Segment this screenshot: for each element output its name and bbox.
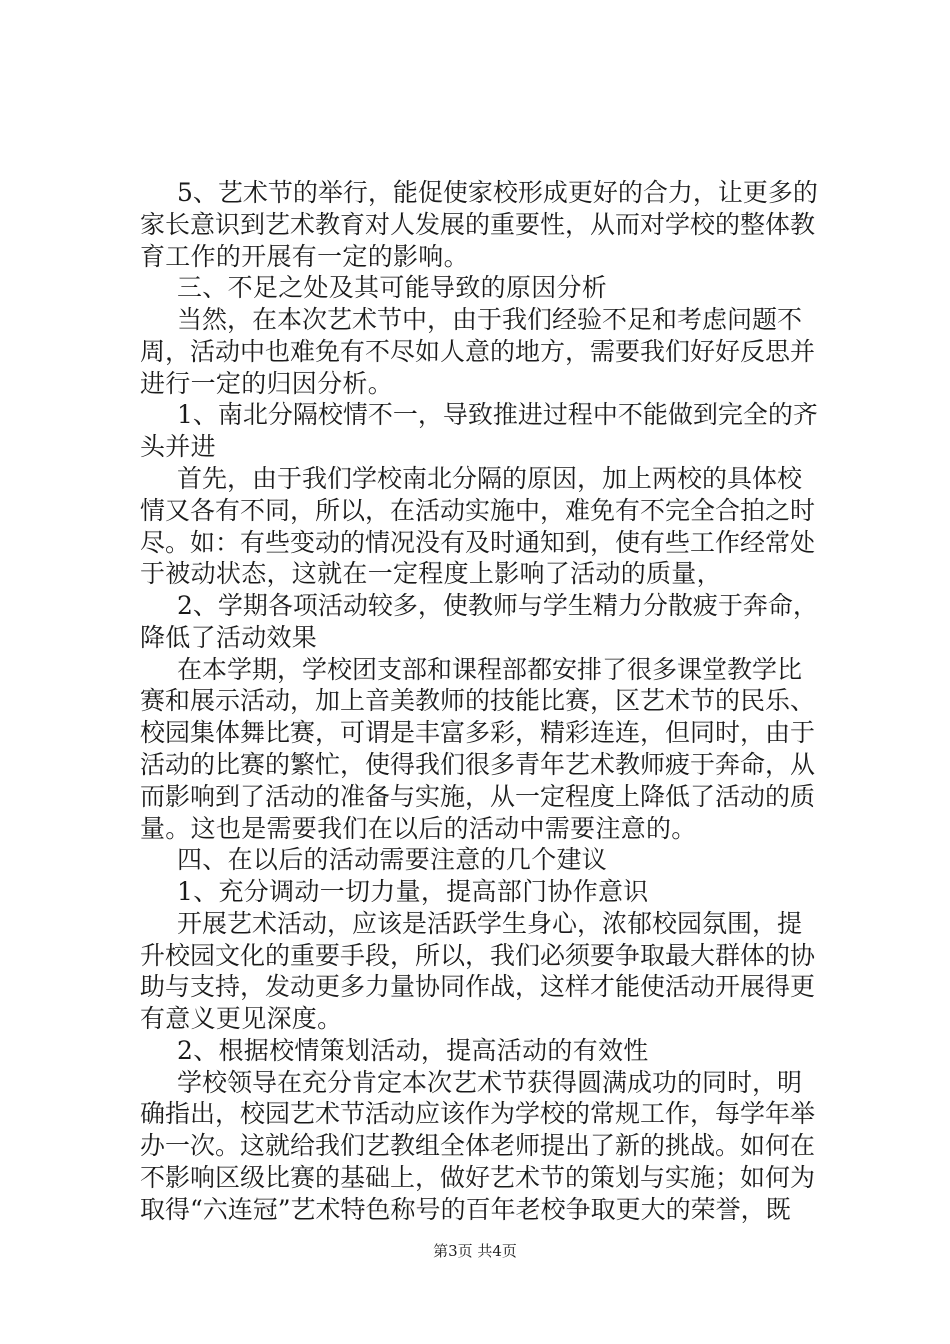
section-heading: 三、不足之处及其可能导致的原因分析 <box>177 273 608 302</box>
text-line: 升校园文化的重要手段，所以，我们必须要争取最大群体的协 <box>140 941 816 970</box>
text-line: 赛和展示活动，加上音美教师的技能比赛，区艺术节的民乐、 <box>140 686 816 715</box>
text-line: 情又各有不同，所以，在活动实施中，难免有不完全合拍之时 <box>140 496 816 525</box>
text-line: 学校领导在充分肯定本次艺术节获得圆满成功的同时，明 <box>177 1068 803 1097</box>
text-line: 家长意识到艺术教育对人发展的重要性，从而对学校的整体教 <box>140 210 816 239</box>
text-line: 于被动状态，这就在一定程度上影响了活动的质量， <box>140 559 722 588</box>
text-line: 育工作的开展有一定的影响。 <box>140 242 469 271</box>
subheading: 1、南北分隔校情不一，导致推进过程中不能做到完全的齐 <box>177 400 818 429</box>
text-line: 确指出，校园艺术节活动应该作为学校的常规工作，每学年举 <box>140 1099 816 1128</box>
text-line: 进行一定的归因分析。 <box>140 369 394 398</box>
text-line: 校园集体舞比赛，可谓是丰富多彩，精彩连连，但同时，由于 <box>140 718 816 747</box>
text-line: 助与支持，发动更多力量协同作战，这样才能使活动开展得更 <box>140 972 816 1001</box>
text-line: 首先，由于我们学校南北分隔的原因，加上两校的具体校 <box>177 464 803 493</box>
subheading: 2、根据校情策划活动，提高活动的有效性 <box>177 1036 649 1065</box>
text-line: 活动的比赛的繁忙，使得我们很多青年艺术教师疲于奔命，从 <box>140 750 816 779</box>
text-line: 开展艺术活动，应该是活跃学生身心，浓郁校园氛围，提 <box>177 909 803 938</box>
text-line: 在本学期，学校团支部和课程部都安排了很多课堂教学比 <box>177 655 803 684</box>
text-line: 有意义更见深度。 <box>140 1004 343 1033</box>
text-line: 量。这也是需要我们在以后的活动中需要注意的。 <box>140 814 697 843</box>
subheading: 头并进 <box>140 432 216 461</box>
text-line: 周，活动中也难免有不尽如人意的地方，需要我们好好反思并 <box>140 337 816 366</box>
subheading: 2、学期各项活动较多，使教师与学生精力分散疲于奔命， <box>177 591 818 620</box>
text-line: 办一次。这就给我们艺教组全体老师提出了新的挑战。如何在 <box>140 1131 816 1160</box>
text-line: 5、艺术节的举行，能促使家校形成更好的合力，让更多的 <box>177 178 818 207</box>
subheading: 1、充分调动一切力量，提高部门协作意识 <box>177 877 649 906</box>
text-line: 当然，在本次艺术节中，由于我们经验不足和考虑问题不 <box>177 305 803 334</box>
text-line: 而影响到了活动的准备与实施，从一定程度上降低了活动的质 <box>140 782 816 811</box>
text-line: 尽。如：有些变动的情况没有及时通知到，使有些工作经常处 <box>140 528 816 557</box>
text-line: 不影响区级比赛的基础上，做好艺术节的策划与实施；如何为 <box>140 1163 816 1192</box>
text-line: 取得“六连冠”艺术特色称号的百年老校争取更大的荣誉，既 <box>140 1195 791 1224</box>
section-heading: 四、在以后的活动需要注意的几个建议 <box>177 845 608 874</box>
page-number-footer: 第3页 共4页 <box>433 1242 517 1260</box>
subheading: 降低了活动效果 <box>140 623 318 652</box>
